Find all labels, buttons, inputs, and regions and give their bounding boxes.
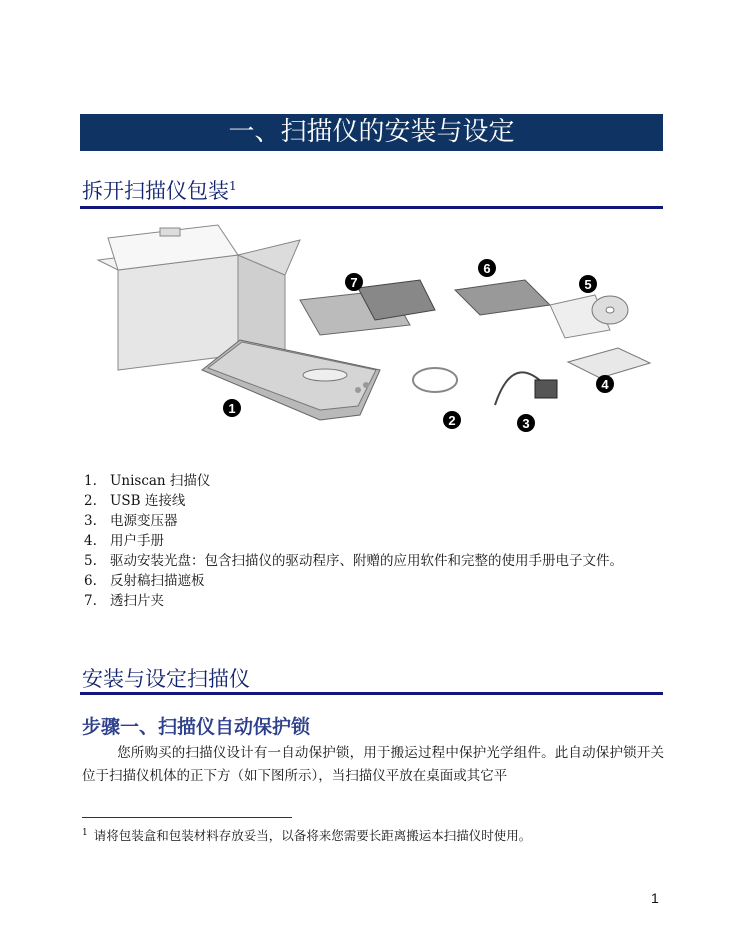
page-number: 1	[651, 890, 659, 906]
footnote-mark: 1	[82, 827, 88, 838]
list-item-number: 7.	[84, 593, 97, 609]
list-item	[84, 471, 666, 491]
list-item	[84, 591, 666, 611]
list-item-text: 驱动安装光盘：包含扫描仪的驱动程序、附赠的应用软件和完整的使用手册电子文件。	[110, 553, 623, 569]
step-paragraph: 您所购买的扫描仪设计有一自动保护锁，用于搬运过程中保护光学组件。此自动保护锁开关位于扫描仪机体的正下方（如下图所示），当扫描仪平放在桌面或其它平	[82, 745, 664, 784]
list-item	[84, 491, 666, 511]
footnote-text: 请将包装盒和包装材料存放妥当，以备将来您需要长距离搬运本扫描仪时使用。	[93, 828, 532, 843]
cd-drawing	[550, 295, 628, 338]
step-heading: 步骤一、扫描仪自动保护锁	[82, 716, 311, 738]
section-rule	[80, 206, 663, 209]
list-item	[84, 551, 666, 571]
callout-6: 6	[483, 261, 491, 276]
footnote	[82, 826, 531, 844]
callout-5: 5	[584, 277, 592, 292]
footnote-separator	[82, 817, 292, 818]
list-item-text: USB 连接线	[110, 493, 186, 509]
list-item-number: 4.	[84, 533, 97, 549]
chapter-banner: 一、扫描仪的安装与设定	[80, 114, 663, 151]
callout-7: 7	[350, 275, 358, 290]
list-item-number: 6.	[84, 573, 97, 589]
list-item-number: 3.	[84, 513, 97, 529]
contents-list	[84, 471, 666, 611]
power-adapter-drawing	[495, 372, 557, 405]
manual-drawing	[568, 348, 650, 378]
list-item-text: 电源变压器	[110, 513, 178, 529]
package-contents-illustration	[90, 220, 670, 440]
reflective-cover-drawing	[455, 280, 550, 315]
list-item	[84, 511, 666, 531]
list-item-text: 透扫片夹	[110, 593, 164, 609]
list-item-text: 用户手册	[110, 533, 164, 549]
film-holder-drawing	[300, 280, 435, 335]
section-heading-install: 安装与设定扫描仪	[82, 667, 250, 691]
list-item-text: 反射稿扫描遮板	[110, 573, 205, 589]
section-rule	[80, 692, 663, 695]
list-item-number: 5.	[84, 553, 97, 569]
footnote-reference: 1	[229, 179, 237, 193]
section-heading-text: 拆开扫描仪包装	[82, 179, 229, 203]
list-item	[84, 571, 666, 591]
callout-3: 3	[522, 416, 530, 431]
list-item	[84, 531, 666, 551]
callout-1: 1	[228, 401, 236, 416]
usb-cable-drawing	[413, 368, 457, 392]
callout-2: 2	[448, 413, 456, 428]
list-item-number: 1.	[84, 473, 97, 489]
list-item-number: 2.	[84, 493, 97, 509]
callout-4: 4	[601, 377, 609, 392]
list-item-text: Uniscan 扫描仪	[110, 473, 211, 489]
section-heading-unpack	[82, 175, 237, 205]
